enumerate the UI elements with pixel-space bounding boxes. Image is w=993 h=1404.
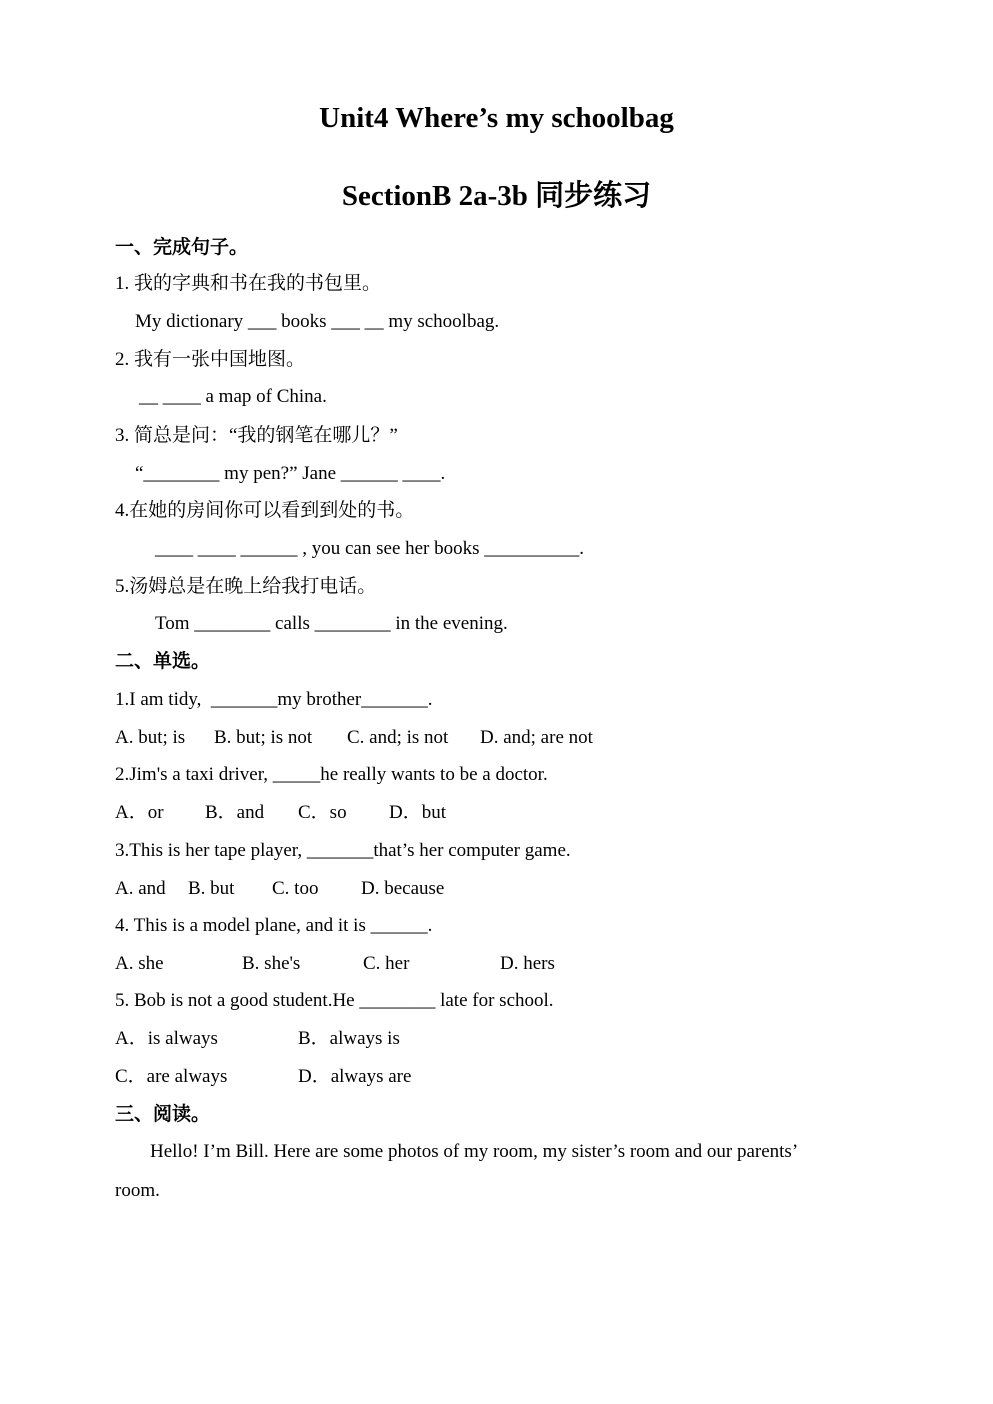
question-cn: 3. 简总是问：“我的钢笔在哪儿？” <box>115 425 398 446</box>
section-heading-3: 三、阅读。 <box>115 1104 211 1125</box>
option-d: D．but <box>389 802 447 823</box>
option-a: A. and <box>115 878 166 899</box>
option-b: B．and <box>205 802 265 823</box>
question-stem: 1.I am tidy, _______my brother_______. <box>115 689 433 710</box>
question-en: Tom ________ calls ________ in the evening. <box>155 613 508 634</box>
reading-paragraph-line: Hello! I’m Bill. Here are some photos of my room, my sister’s room and our parents’ <box>150 1141 799 1162</box>
option-a: A．is always <box>115 1028 218 1049</box>
question-stem: 5. Bob is not a good student.He ________ late for school. <box>115 990 554 1011</box>
page-title: Unit4 Where’s my schoolbag <box>319 102 674 134</box>
option-c: C. her <box>363 953 410 974</box>
section-heading-1: 一、完成句子。 <box>115 237 249 258</box>
option-c: C. and; is not <box>347 727 449 748</box>
question-cn: 5.汤姆总是在晚上给我打电话。 <box>115 576 377 597</box>
question-cn: 2. 我有一张中国地图。 <box>115 349 306 370</box>
option-c: C．so <box>298 802 347 823</box>
question-en: ____ ____ ______ , you can see her books __________. <box>155 538 585 559</box>
option-d: D. hers <box>500 953 555 974</box>
option-a: A. but; is <box>115 727 186 748</box>
option-a: A. she <box>115 953 164 974</box>
option-c: C. too <box>272 878 319 899</box>
question-stem: 3.This is her tape player, _______that’s her computer game. <box>115 840 571 861</box>
question-cn: 4.在她的房间你可以看到到处的书。 <box>115 500 415 521</box>
option-d: D. because <box>361 878 445 899</box>
option-b: B．always is <box>298 1028 400 1049</box>
option-a: A．or <box>115 802 164 823</box>
question-cn: 1. 我的字典和书在我的书包里。 <box>115 273 382 294</box>
question-en: My dictionary ___ books ___ __ my schoolbag. <box>135 311 500 332</box>
page-subtitle: SectionB 2a-3b 同步练习 <box>341 180 652 212</box>
question-stem: 2.Jim's a taxi driver, _____he really wants to be a doctor. <box>115 764 548 785</box>
option-b: B. she's <box>242 953 301 974</box>
question-stem: 4. This is a model plane, and it is ______. <box>115 915 433 936</box>
section-heading-2: 二、单选。 <box>115 651 211 672</box>
reading-paragraph-line: room. <box>115 1180 160 1201</box>
option-b: B. but <box>188 878 235 899</box>
question-en: __ ____ a map of China. <box>139 386 327 407</box>
option-d: D．always are <box>298 1066 412 1087</box>
option-c: C．are always <box>115 1066 228 1087</box>
option-d: D. and; are not <box>480 727 593 748</box>
question-en: “________ my pen?” Jane ______ ____. <box>135 463 446 484</box>
option-b: B. but; is not <box>214 727 313 748</box>
